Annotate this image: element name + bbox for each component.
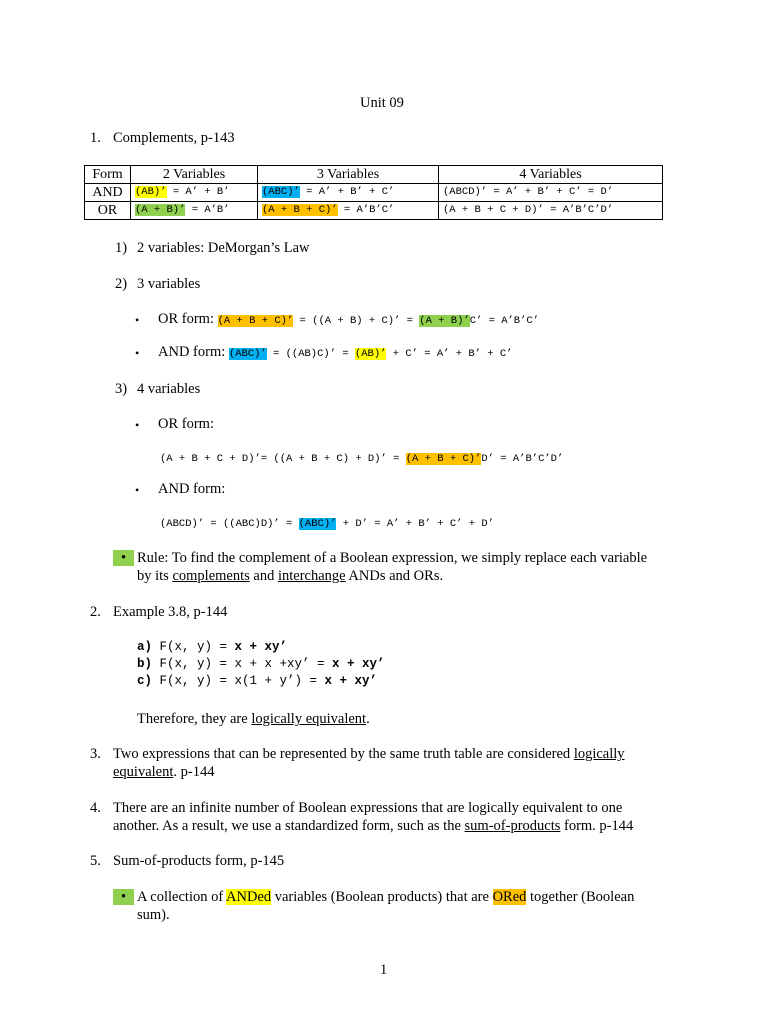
therefore-line xyxy=(137,711,370,728)
highlight-cyan: (ABC)’ xyxy=(298,518,337,530)
expression-text: F(x, y) = x + x +xy’ = xyxy=(152,657,333,671)
body-text: A collection of xyxy=(137,889,226,905)
item-2-label: Example 3.8, p-144 xyxy=(113,604,228,620)
sub-2-number: 2) xyxy=(115,276,128,292)
highlight-yellow: (AB)’ xyxy=(135,186,167,198)
table-header-row xyxy=(85,166,663,184)
item-5-label: Sum-of-products form, p-145 xyxy=(113,853,285,869)
expression-bold: x + xy’ xyxy=(324,674,378,688)
page-title: Unit 09 xyxy=(360,95,404,111)
example-c xyxy=(137,674,377,688)
table-cell-3var xyxy=(258,184,439,202)
expression-bold: x + xy’ xyxy=(234,640,288,654)
item-1-label: Complements, p-143 xyxy=(113,130,235,146)
and-form-label: AND form: xyxy=(158,344,229,360)
rule-text: by its xyxy=(137,568,173,584)
rule-line-2 xyxy=(137,568,443,585)
example-label: c) xyxy=(137,674,153,688)
table-header-cell: 2 Variables xyxy=(131,166,258,184)
highlight-green: (A + B)’ xyxy=(419,315,470,327)
item-3-line-1 xyxy=(113,746,625,763)
body-text: another. As a result, we use a standardized form, such as the xyxy=(113,818,465,834)
or-form-3var xyxy=(158,311,539,328)
expression-text: = ((A + B) + C)’ = xyxy=(293,315,420,327)
highlight-green: (A + B)’ xyxy=(135,204,186,216)
table-cell-form: AND xyxy=(85,184,131,202)
body-text: form. p-144 xyxy=(560,818,634,834)
sub-2-text: 3 variables xyxy=(137,276,201,292)
table-cell-2var xyxy=(131,184,258,202)
bullet-highlight-green: • xyxy=(113,889,134,905)
rule-line-1: Rule: To find the complement of a Boolean expression, we simply replace each variable xyxy=(137,550,648,566)
highlight-yellow: (AB)’ xyxy=(354,348,387,360)
sub-1-number: 1) xyxy=(115,240,128,256)
table-cell-3var xyxy=(258,202,439,220)
table-cell-text: = A’B’C’ xyxy=(337,204,395,216)
expression-bold: x + xy’ xyxy=(332,657,385,671)
item-4-line-1: There are an infinite number of Boolean expressions that are logically equivalent to one xyxy=(113,800,623,816)
body-text: variables (Boolean products) that are xyxy=(271,889,493,905)
expression-text: = ((AB)C)’ = xyxy=(266,348,355,360)
table-header-cell: 4 Variables xyxy=(439,166,663,184)
expression-text: (A + B + C + D)’= ((A + B + C) + D)’ = xyxy=(160,453,406,465)
table-cell-2var xyxy=(131,202,258,220)
and-form-3var xyxy=(158,344,512,361)
example-label: a) xyxy=(137,640,153,654)
sub-3-number: 3) xyxy=(115,381,128,397)
body-text: . xyxy=(366,711,370,727)
table-cell-text: = A’ + B’ xyxy=(166,186,230,198)
sub-3-text: 4 variables xyxy=(137,381,201,397)
underlined-term: logically xyxy=(573,746,625,762)
body-text: together (Boolean xyxy=(526,889,635,905)
highlight-orange: (A + B + C)’ xyxy=(217,315,294,327)
expression-text: (ABCD)’ = ((ABC)D)’ = xyxy=(160,518,299,530)
item-1-number: 1. xyxy=(90,130,101,146)
bullet: • xyxy=(135,346,140,360)
sub-1-text: 2 variables: DeMorgan’s Law xyxy=(137,240,310,256)
bullet: • xyxy=(135,313,140,327)
highlight-yellow: ANDed xyxy=(226,889,272,905)
highlight-cyan: (ABC)’ xyxy=(262,186,300,198)
table-cell-text: = A’ + B’ + C’ xyxy=(299,186,395,198)
and-form-4var-label: AND form: xyxy=(158,481,226,497)
table-row-and xyxy=(85,184,663,202)
item-4-line-2 xyxy=(113,818,633,835)
table-cell-4var: (A + B + C + D)’ = A’B’C’D’ xyxy=(439,202,663,220)
or-form-4var-label: OR form: xyxy=(158,416,214,432)
item-5-number: 5. xyxy=(90,853,101,869)
expression-text: F(x, y) = xyxy=(152,640,235,654)
page-number: 1 xyxy=(380,962,388,978)
sop-line-2: sum). xyxy=(137,907,170,923)
rule-text: and xyxy=(249,568,278,584)
expression-text: D’ = A’B’C’D’ xyxy=(481,453,564,465)
expression-text: + D’ = A’ + B’ + C’ + D’ xyxy=(336,518,494,530)
rule-text: ANDs and ORs. xyxy=(345,568,444,584)
underlined-term: sum-of-products xyxy=(464,818,561,834)
or-form-label: OR form: xyxy=(158,311,218,327)
table-cell-text: = A’B’ xyxy=(185,204,230,216)
table-cell-form: OR xyxy=(85,202,131,220)
example-a xyxy=(137,640,287,654)
underlined-term: complements xyxy=(172,568,250,584)
item-2-number: 2. xyxy=(90,604,101,620)
example-b xyxy=(137,657,385,671)
underlined-term: equivalent xyxy=(113,764,174,780)
expression-text: F(x, y) = x(1 + y’) = xyxy=(152,674,325,688)
body-text: . p-144 xyxy=(173,764,215,780)
complements-table xyxy=(84,165,663,220)
bullet-highlight-green: • xyxy=(113,550,134,566)
highlight-cyan: (ABC)’ xyxy=(228,348,267,360)
underlined-term: logically equivalent xyxy=(251,711,367,727)
expression-text: + C’ = A’ + B’ + C’ xyxy=(386,348,513,360)
highlight-orange: ORed xyxy=(492,889,527,905)
example-label: b) xyxy=(137,657,153,671)
item-3-line-2 xyxy=(113,764,215,781)
item-3-number: 3. xyxy=(90,746,101,762)
table-header-cell: Form xyxy=(85,166,131,184)
highlight-orange: (A + B + C)’ xyxy=(262,204,338,216)
or-form-4var-expression xyxy=(160,449,563,466)
sop-line-1 xyxy=(137,889,634,906)
item-4-number: 4. xyxy=(90,800,101,816)
table-row-or xyxy=(85,202,663,220)
underlined-term: interchange xyxy=(277,568,346,584)
body-text: Two expressions that can be represented by the same truth table are considered xyxy=(113,746,574,762)
bullet: • xyxy=(135,483,140,497)
body-text: Therefore, they are xyxy=(137,711,252,727)
highlight-orange: (A + B + C)’ xyxy=(405,453,482,465)
bullet: • xyxy=(135,418,140,432)
expression-text: C’ = A’B’C’ xyxy=(469,315,539,327)
table-header-cell: 3 Variables xyxy=(258,166,439,184)
table-cell-4var: (ABCD)’ = A’ + B’ + C’ = D’ xyxy=(439,184,663,202)
and-form-4var-expression xyxy=(160,514,494,531)
